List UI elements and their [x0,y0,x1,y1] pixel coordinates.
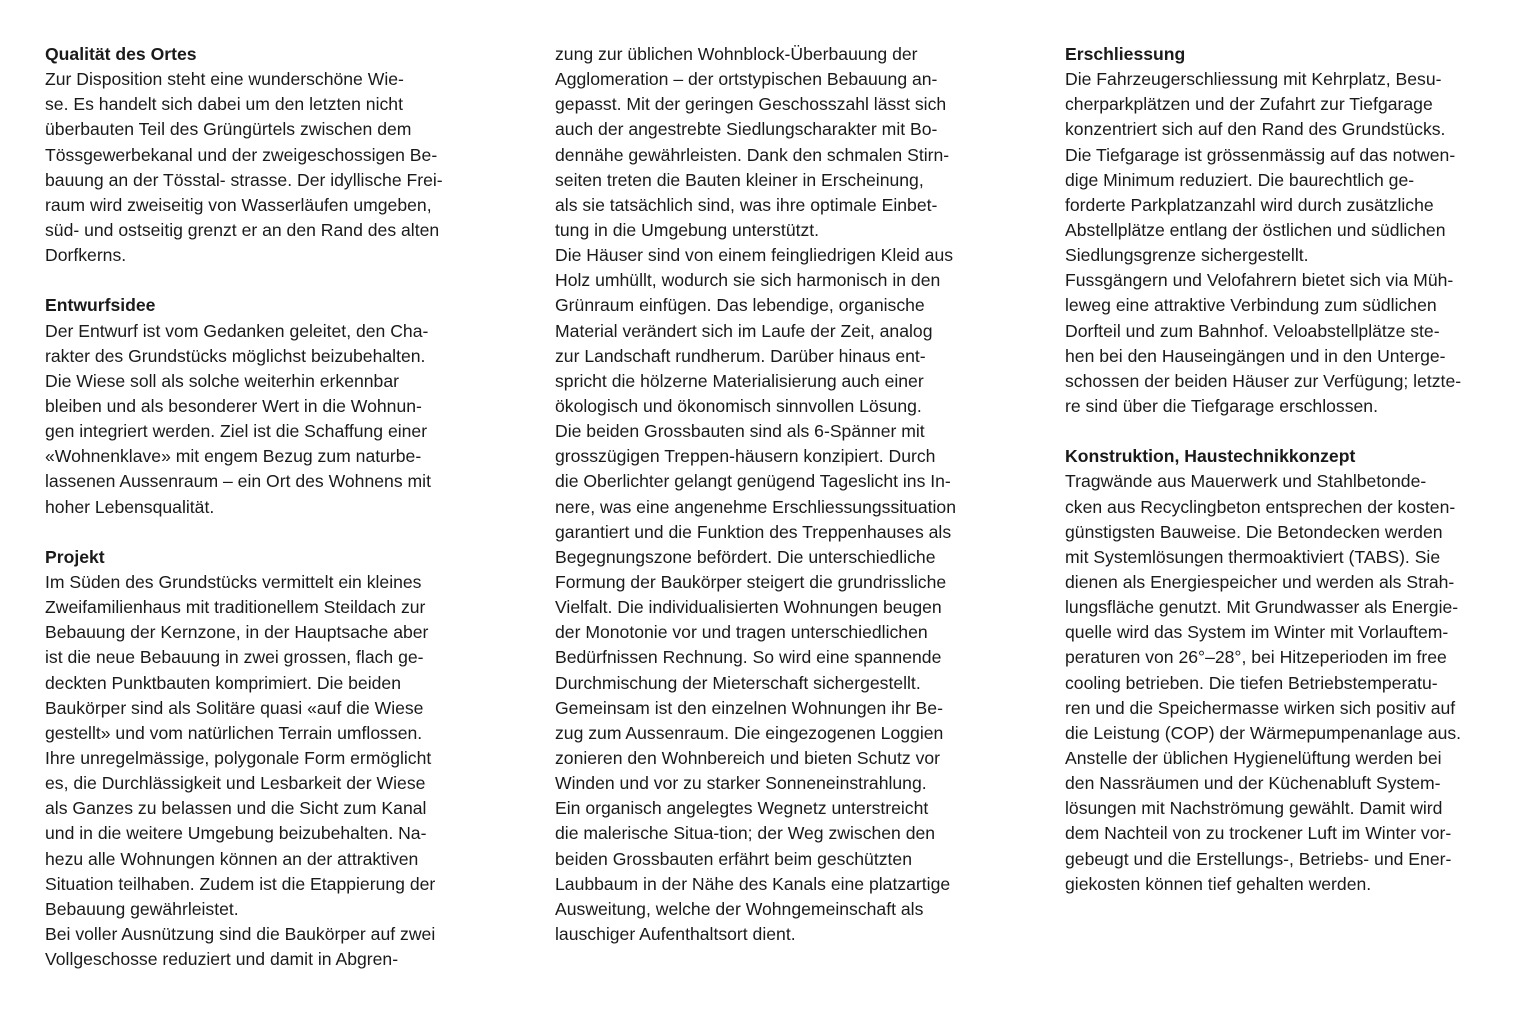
paragraph-line: zonieren den Wohnbereich und bieten Schutz vor [555,747,941,768]
paragraph-line: Tragwände aus Mauerwerk und Stahlbetonde- [1065,471,1427,492]
paragraph-line: giekosten können tief gehalten werden. [1065,873,1372,894]
section-heading: Entwurfsidee [45,295,156,316]
paragraph-line: Material verändert sich im Laufe der Zeit, analog [555,320,933,341]
paragraph-line: Tössgewerbekanal und der zweigeschossigen Be- [45,144,438,165]
section-heading: Qualität des Ortes [45,44,197,64]
paragraph-line: Die Häuser sind von einem feingliedrigen Kleid aus [555,245,954,266]
paragraph-line: cherparkplätzen und der Zufahrt zur Tiefgarage [1065,94,1433,115]
paragraph-line: Abstellplätze entlang der östlichen und südlichen [1065,219,1446,240]
paragraph-line: Begegnungszone befördert. Die unterschiedliche [555,546,936,567]
paragraph-line: gen integriert werden. Ziel ist die Schaffung einer [45,421,428,442]
paragraph-line: Durchmischung der Mieterschaft sichergestellt. [555,672,921,693]
paragraph-line: Formung der Baukörper steigert die grundrissliche [555,571,947,592]
section-spacer [45,268,485,293]
paragraph-line: Ausweitung, welche der Wohngemeinschaft als [555,898,924,919]
paragraph-line: garantiert und die Funktion des Treppenhauses als [555,521,952,542]
paragraph-line: seiten treten die Bauten kleiner in Erscheinung, [555,169,924,190]
paragraph-line: Ein organisch angelegtes Wegnetz unterstreicht [555,798,929,819]
section-heading: Konstruktion, Haustechnikkonzept [1065,446,1356,467]
paragraph-line: gestellt» und vom natürlichen Terrain umflossen. [45,722,423,743]
text-column-2 [555,42,995,947]
text-column-3 [1065,42,1505,897]
paragraph-line: dige Minimum reduziert. Die baurechtlich ge- [1065,169,1415,190]
section-heading: Projekt [45,546,105,567]
paragraph-line: es, die Durchlässigkeit und Lesbarkeit der Wiese [45,773,426,794]
paragraph-line: Zweifamilienhaus mit traditionellem Steildach zur [45,597,426,618]
paragraph-line: gepasst. Mit der geringen Geschosszahl lässt sich [555,94,947,115]
paragraph-line: lösungen mit Nachströmung gewählt. Damit wird [1065,798,1443,819]
paragraph-line: als Ganzes zu belassen und die Sicht zum Kanal [45,798,427,819]
paragraph-line: Fussgängern und Velofahrern bietet sich via Müh- [1065,270,1454,291]
paragraph-line: Baukörper sind als Solitäre quasi «auf die Wiese [45,697,424,718]
paragraph-line: Winden und vor zu starker Sonneneinstrahlung. [555,773,927,794]
paragraph-line: Siedlungsgrenze sichergestellt. [1065,245,1309,266]
paragraph-line: dienen als Energiespeicher und werden als Strah- [1065,571,1455,592]
paragraph-line: Der Entwurf ist vom Gedanken geleitet, den Cha- [45,320,429,341]
paragraph-line: leweg eine attraktive Verbindung zum südlichen [1065,295,1437,316]
paragraph-line: Bei voller Ausnützung sind die Baukörper auf zwei [45,923,436,944]
paragraph-line: die Oberlichter gelangt genügend Tageslicht ins In- [555,471,951,492]
paragraph-line: Grünraum einfügen. Das lebendige, organische [555,295,925,316]
paragraph-line: lauschiger Aufenthaltsort dient. [555,923,796,944]
paragraph-line: grosszügigen Treppen-häusern konzipiert. Durch [555,446,936,467]
paragraph-line: bauung an der Tösstal- strasse. Der idyllische Frei- [45,169,443,190]
paragraph-line: forderte Parkplatzanzahl wird durch zusätzliche [1065,194,1434,215]
paragraph-line: ren und die Speichermasse wirken sich positiv auf [1065,697,1456,718]
paragraph-line: cken aus Recyclingbeton entsprechen der kosten- [1065,496,1456,517]
paragraph-line: schossen der beiden Häuser zur Verfügung; letzte- [1065,370,1462,391]
paragraph-line: Dorfkerns. [45,245,127,266]
paragraph-line: der Monotonie vor und tragen unterschiedlichen [555,622,928,643]
paragraph-line: Bedürfnissen Rechnung. So wird eine spannende [555,647,942,668]
paragraph-line: süd- und ostseitig grenzt er an den Rand des alten [45,219,440,240]
paragraph-line: günstigsten Bauweise. Die Betondecken werden [1065,521,1443,542]
paragraph-line: dennähe gewährleisten. Dank den schmalen Stirn- [555,144,950,165]
paragraph-line: Ihre unregelmässige, polygonale Form ermöglicht [45,747,432,768]
paragraph-line: ist die neue Bebauung in zwei grossen, flach ge- [45,647,424,668]
paragraph-line: Dorfteil und zum Bahnhof. Veloabstellplätze ste- [1065,320,1440,341]
paragraph-line: und in die weitere Umgebung beizubehalten. Na- [45,823,427,844]
paragraph-line: quelle wird das System im Winter mit Vorlauftem- [1065,622,1449,643]
paragraph-line: Bebauung der Kernzone, in der Hauptsache aber [45,622,429,643]
paragraph-line: die malerische Situa-tion; der Weg zwischen den [555,823,936,844]
paragraph-line: Vielfalt. Die individualisierten Wohnungen beugen [555,597,942,618]
paragraph-line: beiden Grossbauten erfährt beim geschützten [555,848,912,869]
text-section [45,293,485,519]
paragraph-line: die Leistung (COP) der Wärmepumpenanlage aus. [1065,722,1462,743]
text-section [1065,444,1505,897]
section-heading: Erschliessung [1065,44,1186,64]
paragraph-line: ökologisch und ökonomisch sinnvollen Lösung. [555,395,922,416]
paragraph-line: «Wohnenklave» mit engem Bezug zum naturbe- [45,446,422,467]
paragraph-line: zur Landschaft rundherum. Darüber hinaus ent- [555,345,926,366]
paragraph-line: zung zur üblichen Wohnblock-Überbauung der [555,44,918,64]
paragraph-line: gebeugt und die Erstellungs-, Betriebs- und Ener- [1065,848,1452,869]
paragraph-line: Situation teilhaben. Zudem ist die Etappierung der [45,873,436,894]
paragraph-line: Im Süden des Grundstücks vermittelt ein kleines [45,571,422,592]
paragraph-line: Zur Disposition steht eine wunderschöne Wie- [45,69,404,90]
paragraph-line: tung in die Umgebung unterstützt. [555,219,820,240]
paragraph-line: Agglomeration – der ortstypischen Bebauung an- [555,69,938,90]
paragraph-line: Die Wiese soll als solche weiterhin erkennbar [45,370,399,391]
paragraph-line: hoher Lebensqualität. [45,496,215,517]
paragraph-line: zug zum Aussenraum. Die eingezogenen Loggien [555,722,944,743]
paragraph-line: den Nassräumen und der Küchenabluft System- [1065,773,1441,794]
paragraph-line: nere, was eine angenehme Erschliessungssituation [555,496,956,517]
paragraph-line: Holz umhüllt, wodurch sie sich harmonisch in den [555,270,941,291]
paragraph-line: se. Es handelt sich dabei um den letzten nicht [45,94,403,115]
paragraph-line: bleiben und als besonderer Wert in die Wohnun- [45,395,422,416]
paragraph-line: Laubbaum in der Nähe des Kanals eine platzartige [555,873,951,894]
paragraph-line: cooling betrieben. Die tiefen Betriebstemperatu- [1065,672,1438,693]
text-section [555,42,995,947]
paragraph-line: konzentriert sich auf den Rand des Grundstücks. [1065,119,1446,140]
paragraph-line: re sind über die Tiefgarage erschlossen. [1065,395,1378,416]
section-spacer [1065,419,1505,444]
section-spacer [45,520,485,545]
paragraph-line: Die Fahrzeugerschliessung mit Kehrplatz, Besu- [1065,69,1442,90]
text-section [1065,42,1505,419]
paragraph-line: als sie tatsächlich sind, was ihre optimale Einbet- [555,194,938,215]
paragraph-line: mit Systemlösungen thermoaktiviert (TABS). Sie [1065,546,1441,567]
paragraph-line: Gemeinsam ist den einzelnen Wohnungen ihr Be- [555,697,943,718]
paragraph-line: Vollgeschosse reduziert und damit in Abgren- [45,949,399,970]
paragraph-line: lassenen Aussenraum – ein Ort des Wohnens mit [45,471,431,492]
paragraph-line: hezu alle Wohnungen können an der attraktiven [45,848,419,869]
text-section [45,545,485,972]
paragraph-line: überbauten Teil des Grüngürtels zwischen dem [45,119,412,140]
paragraph-line: raum wird zweiseitig von Wasserläufen umgeben, [45,194,432,215]
text-section [45,42,485,268]
text-column-1 [45,42,485,972]
paragraph-line: Bebauung gewährleistet. [45,898,239,919]
paragraph-line: Die Tiefgarage ist grössenmässig auf das notwen- [1065,144,1456,165]
paragraph-line: deckten Punktbauten komprimiert. Die beiden [45,672,401,693]
paragraph-line: Anstelle der üblichen Hygienelüftung werden bei [1065,747,1442,768]
paragraph-line: dem Nachteil von zu trockener Luft im Winter vor- [1065,823,1452,844]
paragraph-line: spricht die hölzerne Materialisierung auch einer [555,370,924,391]
paragraph-line: peraturen von 26°–28°, bei Hitzeperioden im free [1065,647,1447,668]
paragraph-line: rakter des Grundstücks möglichst beizubehalten. [45,345,426,366]
paragraph-line: hen bei den Hauseingängen und in den Unterge- [1065,345,1446,366]
paragraph-line: lungsfläche genutzt. Mit Grundwasser als Energie- [1065,597,1459,618]
paragraph-line: Die beiden Grossbauten sind als 6-Spänner mit [555,421,925,442]
paragraph-line: auch der angestrebte Siedlungscharakter mit Bo- [555,119,938,140]
